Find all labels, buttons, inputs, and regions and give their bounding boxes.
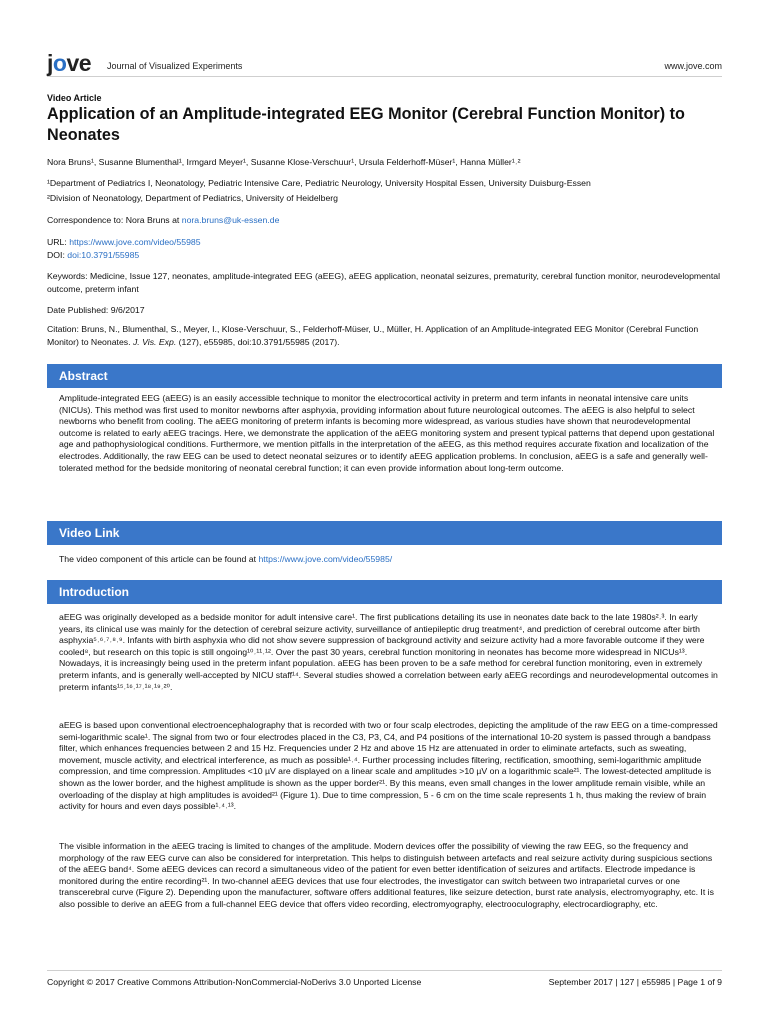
copyright-notice: Copyright © 2017 Creative Commons Attribution-NonCommercial-NoDerivs 3.0 Unported License xyxy=(47,977,422,987)
page-footer xyxy=(47,970,722,987)
intro-paragraph-2: aEEG is based upon conventional electroencephalography that is recorded with two or four scalp electrodes, depicting the amplitude of the raw EEG on a time-compressed semi-logarithmic scale¹. The signal from two or four electrodes placed in the C3, P3, C4, and P4 positions of the international 10-20 system is passed through a bandpass filter, which enhances frequencies between 2 and 15 Hz. Frequencies under 2 Hz and above 15 Hz are attenuated in order to eliminate artefacts, such as sweating, movement, muscle activity, and electrical interference, as much as possible¹˒⁴. Further processing includes filtering, rectification, smoothing, semi-logarithmic amplitude compression, and time compression. Amplitudes <10 µV are displayed on a linear scale and amplitudes >10 µV on a logarithmic scale²¹. The lowest-detected amplitude is shown as the lower border, and the highest amplitude is shown as the upper border²¹. By this means, even small changes in the lower amplitude remain visible, while an overloading of the display at high amplitudes is avoided²¹ (Figure 1). Due to time compression, 5 - 6 cm on the time scale represents 1 h, thus making the review of brain activity for hours and even days possible¹˒⁴˒¹³. xyxy=(59,720,718,812)
url-line: URL: https://www.jove.com/video/55985 xyxy=(47,237,201,247)
introduction-header: Introduction xyxy=(47,580,722,604)
intro-paragraph-1: aEEG was originally developed as a bedside monitor for adult intensive care¹. The first publications detailing its use in neonates date back to the late 1980s²˒³. In early years, its clinical use was mainly for the detection of cerebral seizure activity, surveillance of antiepileptic drug treatment⁴, and prediction of cerebral outcome after birth asphyxia⁵˒⁶˒⁷˒⁸˒⁹. Infants with birth asphyxia who did not show severe suppression of background activity and seizure activity had a more favorable outcome if they were cooled⁸, but research on this topic is still ongoing¹⁰˒¹¹˒¹². Over the past 30 years, cerebral function monitoring in neonates has become more widespread in NICUs¹³. Nowadays, it is increasingly being used in the preterm infant population. aEEG has been proven to be a safe method for cerebral function monitoring, even in extremely preterm infants, and is generally well-accepted by NICU staff¹⁴. Several studies showed a correlation between early aEEG recordings and neurodevelopmental outcomes in preterm infants¹⁵˒¹⁶˒¹⁷˒¹⁸˒¹⁹˒²⁰. xyxy=(59,612,718,692)
video-link-text: The video component of this article can be found at https://www.jove.com/video/55985/ xyxy=(59,554,393,564)
article-type: Video Article xyxy=(47,93,102,103)
journal-name: Journal of Visualized Experiments xyxy=(107,61,243,71)
date-published: Date Published: 9/6/2017 xyxy=(47,305,145,315)
email-link[interactable]: nora.bruns@uk-essen.de xyxy=(181,215,280,225)
intro-paragraph-3: The visible information in the aEEG tracing is limited to changes of the amplitude. Modern devices offer the possibility of viewing the raw EEG, so the frequency and morphology of the raw EEG curve can also be considered for interpretation. This helps to distinguish between artefacts and real seizure activity during suspicious sections of the aEEG band⁴. Some aEEG devices can record a simultaneous video of the patient for even better identification of seizures and artifacts. Electrode impedance is monitored during the entire recording²¹. In two-channel aEEG devices that use four electrodes, the investigator can switch between two intraparietal curves or one transcerebral curve (Figure 2). Depending upon the manufacturer, software offers additional features, like seizure detection, burst rate analysis, electromyography, etc. It is also possible to derive an aEEG from a full-channel EEG device that offers video recording, electromyography, electrooculography, electrocardiography, etc. xyxy=(59,841,714,909)
article-title: Application of an Amplitude-integrated EEG Monitor (Cerebral Function Monitor) to Neonates xyxy=(47,105,685,144)
page-info: September 2017 | 127 | e55985 | Page 1 of 9 xyxy=(548,977,722,987)
jove-logo[interactable]: jove xyxy=(47,50,92,76)
abstract-header: Abstract xyxy=(47,364,722,388)
affiliation-2: ²Division of Neonatology, Department of Pediatrics, University of Heidelberg xyxy=(47,193,339,203)
keywords: Keywords: Medicine, Issue 127, neonates, amplitude-integrated EEG (aEEG), aEEG application, neonatal seizures, prematurity, cerebral function monitor, neurodevelopmental outcome, preterm infant xyxy=(47,271,720,294)
page-header xyxy=(47,46,722,77)
video-link-header: Video Link xyxy=(47,521,722,545)
author-list: Nora Bruns¹, Susanne Blumenthal¹, Irmgard Meyer¹, Susanne Klose-Verschuur¹, Ursula Felderhoff-Müser¹, Hanna Müller¹˒² xyxy=(47,157,521,167)
video-link[interactable]: https://www.jove.com/video/55985/ xyxy=(258,554,393,564)
doi-line: DOI: doi:10.3791/55985 xyxy=(47,250,140,260)
correspondence: Correspondence to: Nora Bruns at nora.bruns@uk-essen.de xyxy=(47,215,280,225)
site-link[interactable]: www.jove.com xyxy=(664,61,722,71)
article-url-link[interactable]: https://www.jove.com/video/55985 xyxy=(69,237,201,247)
citation: Citation: Bruns, N., Blumenthal, S., Meyer, I., Klose-Verschuur, S., Felderhoff-Müser, U., Müller, H. Application of an Amplitude-integrated EEG Monitor (Cerebral Function Monitor) to Neonates. J. Vis. Exp. (127), e55985, doi:10.3791/55985 (2017). xyxy=(47,324,699,347)
doi-link[interactable]: doi:10.3791/55985 xyxy=(67,250,140,260)
abstract-text: Amplitude-integrated EEG (aEEG) is an easily accessible technique to monitor the electrocortical activity in preterm and term infants in neonatal intensive care units (NICUs). This method was first used to monitor newborns after asphyxia, providing information about future neurological outcomes. The aEEG is also helpful to select newborns who benefit from cooling. The aEEG monitoring of preterm infants is becoming more widespread, as various studies have shown that neurodevelopmental outcome is related to early aEEG tracings. Here, we demonstrate the application of the aEEG monitoring system and present typical patterns that depend upon gestational age and pathophysiological conditions. Furthermore, we mention pitfalls in the interpretation of the aEEG, as this method requires accurate fixation and localization of the electrodes. Additionally, the raw EEG can be used to detect neonatal seizures or to identify aEEG application problems. In conclusion, aEEG is a safe and generally well-tolerated method for the bedside monitoring of neonatal cerebral function; it can even provide information about long-term outcome. xyxy=(59,393,715,473)
affiliation-1: ¹Department of Pediatrics I, Neonatology, Pediatric Intensive Care, Pediatric Neurology, University Hospital Essen, University Duisburg-Essen xyxy=(47,178,591,188)
